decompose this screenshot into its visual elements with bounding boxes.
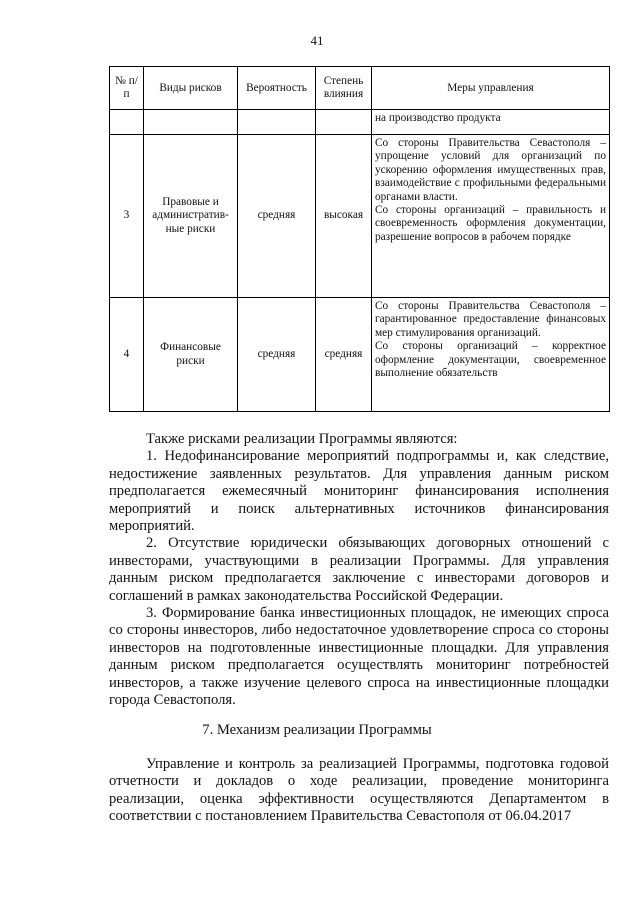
page-number: 41 (310, 33, 324, 48)
cell-empty (110, 110, 144, 135)
cell-risk-type: Финансовые риски (144, 298, 238, 412)
cell-probability: средняя (238, 135, 316, 298)
cell-risk-type: Правовые и административ-ные риски (144, 135, 238, 298)
cell-empty (316, 110, 372, 135)
cell-measures (372, 298, 610, 412)
cell-num: 4 (110, 298, 144, 412)
measure-organizations: Со стороны организаций – правильность и своевременность оформления документации, разрешение вопросов в рабочем порядке (375, 204, 606, 243)
header-risk-type: Виды рисков (144, 67, 238, 110)
cell-probability: средняя (238, 298, 316, 412)
cell-empty (238, 110, 316, 135)
risks-intro-paragraph: Также рисками реализации Программы являются: (146, 431, 458, 447)
cell-measures (372, 135, 610, 298)
header-measures: Меры управления (372, 67, 610, 110)
header-num: № п/п (110, 67, 144, 110)
section-heading: 7. Механизм реализации Программы (202, 722, 432, 738)
cell-num: 3 (110, 135, 144, 298)
section-body (109, 756, 609, 826)
risk-item-paragraph: 3. Формирование банка инвестиционных площадок, не имеющих спроса со стороны инвесторов, либо недостаточное удовлетворение спроса со стороны инвесторов на подготовленные инвестиционные площадки. Для управления данным риском предполагается осуществлять мониторинг потребностей инвесторов, а также изучение целевого спроса на инвестиционные площадки города Севастополя. (109, 605, 609, 709)
table-row (110, 135, 610, 298)
table-header-row (110, 67, 610, 110)
header-impact: Степень влияния (316, 67, 372, 110)
cell-measures-continuation: на производство продукта (372, 110, 610, 135)
section-paragraph: Управление и контроль за реализацией Программы, подготовка годовой отчетности и докладов о ходе реализации, проведение мониторинга реализации, оценка эффективности осуществляются Департаментом в соответствии с постановлением Правительства Севастополя от 06.04.2017 (109, 756, 609, 825)
risk-item-paragraph: 2. Отсутствие юридически обязывающих договорных отношений с инвесторами, участвующими в реализации Программы. Для управления данным риском предполагается заключение с инвесторами договоров и соглашений в рамках законодательства Российской Федерации. (109, 535, 609, 604)
risk-item-paragraph: 1. Недофинансирование мероприятий подпрограммы и, как следствие, недостижение заявленных результатов. Для управления данным риском предполагается ежемесячный мониторинг финансирования исполнения мероприятий и поиск альтернативных источников финансирования мероприятий. (109, 448, 609, 535)
cell-empty (144, 110, 238, 135)
risks-list (109, 431, 609, 710)
risk-management-table (109, 66, 610, 412)
table-row-continuation (110, 110, 610, 135)
measure-government: Со стороны Правительства Севастополя – упрощение условий для организаций по ускорению оформления имущественных прав, взаимодействие с профильными федеральными органами власти. (375, 137, 606, 203)
cell-impact: высокая (316, 135, 372, 298)
measure-organizations: Со стороны организаций – корректное оформление документации, своевременное выполнение обязательств (375, 340, 606, 380)
table-row (110, 298, 610, 412)
cell-impact: средняя (316, 298, 372, 412)
header-probability: Вероятность (238, 67, 316, 110)
measure-government: Со стороны Правительства Севастополя – гарантированное предоставление финансовых мер стимулирования организаций. (375, 300, 606, 339)
